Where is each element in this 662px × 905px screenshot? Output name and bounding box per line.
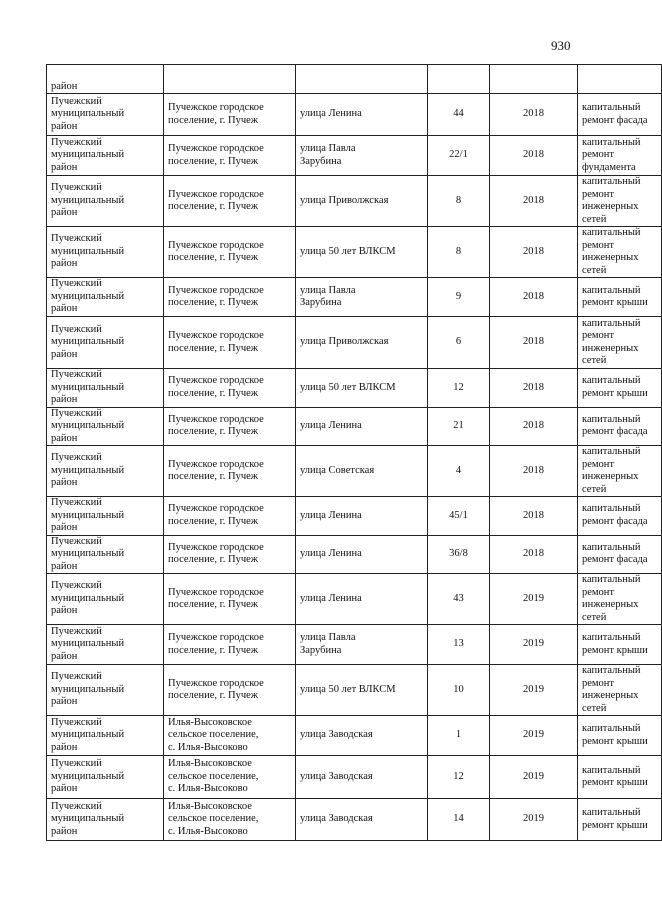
cell-work-type	[578, 136, 662, 176]
cell-house	[428, 65, 490, 94]
table-row	[47, 665, 662, 716]
cell-district	[47, 317, 164, 369]
cell-district	[47, 497, 164, 536]
cell-text: улица Заводская	[300, 770, 373, 782]
cell-year	[490, 756, 578, 799]
cell-text: капитальный ремонт крыши	[582, 284, 648, 308]
cell-settlement	[164, 369, 296, 408]
cell-text: Пучежский муниципальный район	[51, 95, 125, 132]
cell-text: 14	[453, 813, 464, 825]
cell-text: Илья-Высоковское сельское поселение, с. Илья-Высоково	[168, 800, 259, 837]
cell-work-type	[578, 65, 662, 94]
cell-street	[296, 665, 428, 716]
cell-text: Илья-Высоковское сельское поселение, с. Илья-Высоково	[168, 716, 259, 753]
cell-work-type	[578, 497, 662, 536]
cell-work-type	[578, 756, 662, 799]
cell-text: Илья-Высоковское сельское поселение, с. Илья-Высоково	[168, 758, 259, 795]
cell-year	[490, 665, 578, 716]
table-row	[47, 278, 662, 317]
cell-house	[428, 799, 490, 841]
cell-text: 2018	[523, 149, 544, 161]
cell-settlement	[164, 665, 296, 716]
cell-house	[428, 176, 490, 227]
cell-street	[296, 94, 428, 136]
cell-street	[296, 369, 428, 408]
cell-settlement	[164, 497, 296, 536]
cell-text: 2018	[523, 194, 544, 206]
cell-work-type	[578, 407, 662, 446]
cell-text: Пучежский муниципальный район	[51, 452, 125, 489]
cell-text: 44	[453, 108, 464, 120]
cell-text: 43	[453, 592, 464, 604]
cell-street	[296, 716, 428, 756]
cell-text: капитальный ремонт фасада	[582, 541, 648, 566]
cell-text: Пучежское городское поселение, г. Пучеж	[168, 239, 264, 263]
cell-district	[47, 369, 164, 408]
cell-text: Пучежский муниципальный район	[51, 369, 125, 405]
cell-district	[47, 535, 164, 574]
cell-settlement	[164, 625, 296, 665]
cell-year	[490, 369, 578, 408]
cell-text: Пучежское городское поселение, г. Пучеж	[168, 143, 264, 167]
cell-text: Пучежское городское поселение, г. Пучеж	[168, 677, 264, 701]
cell-year	[490, 65, 578, 94]
cell-text: Пучежское городское поселение, г. Пучеж	[168, 632, 264, 656]
cell-text: капитальный ремонт крыши	[582, 632, 648, 656]
cell-text: 2018	[523, 336, 544, 348]
cell-street	[296, 799, 428, 841]
cell-settlement	[164, 799, 296, 841]
cell-work-type	[578, 625, 662, 665]
cell-text: улица Ленина	[300, 509, 362, 521]
cell-text: 4	[455, 464, 462, 476]
cell-work-type	[578, 278, 662, 317]
cell-year	[490, 535, 578, 574]
cell-text: Пучежское городское поселение, г. Пучеж	[168, 541, 264, 566]
cell-district	[47, 665, 164, 716]
cell-text: 9	[455, 290, 462, 302]
cell-house	[428, 756, 490, 799]
cell-text: капитальный ремонт инженерных сетей	[582, 446, 641, 495]
cell-text: 2018	[523, 381, 544, 393]
cell-district	[47, 799, 164, 841]
table-row	[47, 369, 662, 408]
cell-district	[47, 65, 164, 94]
cell-work-type	[578, 574, 662, 625]
cell-district	[47, 278, 164, 317]
cell-text: улица Приволжская	[300, 336, 389, 348]
cell-year	[490, 574, 578, 625]
cell-text: улица Ленина	[300, 592, 362, 604]
cell-street	[296, 136, 428, 176]
cell-street	[296, 65, 428, 94]
cell-text: 2018	[523, 245, 544, 257]
cell-text: Пучежский муниципальный район	[51, 182, 125, 219]
cell-text: улица Ленина	[300, 548, 362, 559]
table-row	[47, 716, 662, 756]
cell-text: капитальный ремонт фасада	[582, 102, 648, 126]
cell-text: улица Павла Зарубина	[300, 284, 356, 308]
cell-text: улица 50 лет ВЛКСМ	[300, 683, 396, 695]
cell-text: капитальный ремонт фасада	[582, 413, 648, 438]
cell-district	[47, 756, 164, 799]
table-body	[47, 65, 662, 841]
cell-text: 36/8	[449, 548, 468, 559]
cell-text: Пучежский муниципальный район	[51, 497, 125, 533]
cell-text: 2018	[523, 548, 544, 559]
cell-district	[47, 136, 164, 176]
cell-text: Пучежский муниципальный район	[51, 233, 125, 270]
cell-house	[428, 407, 490, 446]
cell-text: 2019	[523, 729, 544, 741]
cell-street	[296, 497, 428, 536]
cell-settlement	[164, 65, 296, 94]
cell-text: Пучежское городское поселение, г. Пучеж	[168, 586, 264, 610]
cell-text: Пучежский муниципальный район	[51, 800, 125, 837]
cell-settlement	[164, 317, 296, 369]
cell-text: Пучежский муниципальный район	[51, 758, 125, 795]
cell-text: улица Ленина	[300, 420, 362, 431]
cell-text: капитальный ремонт инженерных сетей	[582, 317, 641, 366]
cell-street	[296, 625, 428, 665]
cell-text: Пучежский муниципальный район	[51, 407, 125, 444]
cell-text: 8	[455, 194, 462, 206]
table-row	[47, 497, 662, 536]
table-row	[47, 176, 662, 227]
cell-year	[490, 227, 578, 278]
cell-street	[296, 278, 428, 317]
cell-text: капитальный ремонт фундамента	[582, 136, 641, 173]
cell-text: 2019	[523, 683, 544, 695]
cell-text: район	[51, 80, 78, 92]
cell-settlement	[164, 227, 296, 278]
cell-text: Пучежский муниципальный район	[51, 716, 125, 753]
cell-text: Пучежское городское поселение, г. Пучеж	[168, 284, 264, 308]
cell-work-type	[578, 446, 662, 497]
cell-settlement	[164, 716, 296, 756]
cell-district	[47, 94, 164, 136]
cell-text: 12	[453, 381, 464, 393]
cell-text: капитальный ремонт крыши	[582, 723, 648, 747]
cell-settlement	[164, 535, 296, 574]
cell-house	[428, 278, 490, 317]
cell-house	[428, 716, 490, 756]
cell-text: Пучежское городское поселение, г. Пучеж	[168, 413, 264, 438]
cell-text: 6	[455, 336, 462, 348]
cell-text: Пучежский муниципальный район	[51, 580, 125, 617]
cell-house	[428, 369, 490, 408]
cell-text: улица 50 лет ВЛКСМ	[300, 381, 396, 393]
page-number: 930	[551, 38, 571, 53]
cell-district	[47, 227, 164, 278]
cell-text: Пучежский муниципальный район	[51, 625, 125, 662]
cell-text: 8	[455, 245, 462, 257]
cell-settlement	[164, 407, 296, 446]
cell-settlement	[164, 136, 296, 176]
table-row	[47, 227, 662, 278]
cell-text: 22/1	[449, 149, 468, 161]
cell-work-type	[578, 535, 662, 574]
cell-work-type	[578, 176, 662, 227]
cell-text: улица Приволжская	[300, 194, 389, 206]
table-row	[47, 407, 662, 446]
cell-text: 12	[453, 770, 464, 782]
cell-text: капитальный ремонт крыши	[582, 375, 648, 399]
cell-year	[490, 446, 578, 497]
cell-text: 21	[453, 420, 464, 431]
cell-text: 2019	[523, 592, 544, 604]
cell-text: 2018	[523, 108, 544, 120]
table-row	[47, 535, 662, 574]
cell-year	[490, 625, 578, 665]
cell-text: 45/1	[449, 509, 468, 521]
table-row	[47, 625, 662, 665]
cell-year	[490, 497, 578, 536]
cell-settlement	[164, 176, 296, 227]
cell-street	[296, 317, 428, 369]
cell-work-type	[578, 369, 662, 408]
cell-house	[428, 94, 490, 136]
table-row	[47, 799, 662, 841]
cell-year	[490, 94, 578, 136]
cell-text: Пучежское городское поселение, г. Пучеж	[168, 330, 264, 354]
cell-work-type	[578, 716, 662, 756]
cell-street	[296, 407, 428, 446]
cell-text: капитальный ремонт инженерных сетей	[582, 227, 641, 276]
cell-year	[490, 317, 578, 369]
cell-text: 2019	[523, 770, 544, 782]
cell-text: 1	[455, 729, 462, 741]
table-row	[47, 136, 662, 176]
cell-text: капитальный ремонт фасада	[582, 503, 648, 527]
table-row	[47, 756, 662, 799]
cell-text: 2019	[523, 638, 544, 650]
cell-year	[490, 799, 578, 841]
cell-text: капитальный ремонт инженерных сетей	[582, 176, 641, 225]
cell-text: Пучежское городское поселение, г. Пучеж	[168, 375, 264, 399]
cell-street	[296, 756, 428, 799]
cell-year	[490, 716, 578, 756]
cell-text: 2019	[523, 813, 544, 825]
cell-house	[428, 497, 490, 536]
cell-text: капитальный ремонт крыши	[582, 807, 648, 831]
cell-house	[428, 574, 490, 625]
cell-settlement	[164, 278, 296, 317]
cell-text: Пучежский муниципальный район	[51, 136, 125, 173]
cell-text: Пучежское городское поселение, г. Пучеж	[168, 458, 264, 482]
cell-district	[47, 716, 164, 756]
cell-settlement	[164, 446, 296, 497]
cell-work-type	[578, 227, 662, 278]
cell-text: капитальный ремонт инженерных сетей	[582, 574, 641, 623]
cell-text: улица 50 лет ВЛКСМ	[300, 245, 396, 257]
cell-street	[296, 176, 428, 227]
cell-district	[47, 176, 164, 227]
cell-work-type	[578, 94, 662, 136]
cell-house	[428, 227, 490, 278]
cell-year	[490, 176, 578, 227]
cell-settlement	[164, 94, 296, 136]
cell-text: 2018	[523, 290, 544, 302]
cell-text: улица Ленина	[300, 108, 362, 120]
cell-district	[47, 407, 164, 446]
cell-text: улица Советская	[300, 464, 375, 476]
cell-house	[428, 446, 490, 497]
table-row	[47, 94, 662, 136]
cell-settlement	[164, 756, 296, 799]
cell-text: Пучежский муниципальный район	[51, 671, 125, 708]
cell-work-type	[578, 665, 662, 716]
cell-text: капитальный ремонт инженерных сетей	[582, 665, 641, 714]
cell-text: 13	[453, 638, 464, 650]
cell-work-type	[578, 317, 662, 369]
cell-street	[296, 227, 428, 278]
cell-year	[490, 136, 578, 176]
cell-street	[296, 535, 428, 574]
cell-year	[490, 278, 578, 317]
cell-text: 10	[453, 683, 464, 695]
cell-house	[428, 665, 490, 716]
cell-text: Пучежское городское поселение, г. Пучеж	[168, 503, 264, 527]
cell-text: Пучежский муниципальный район	[51, 278, 125, 315]
cell-text: улица Павла Зарубина	[300, 143, 356, 167]
table-row	[47, 317, 662, 369]
cell-text: 2018	[523, 420, 544, 431]
cell-street	[296, 446, 428, 497]
cell-text: улица Заводская	[300, 729, 373, 741]
cell-text: капитальный ремонт крыши	[582, 764, 648, 788]
cell-district	[47, 625, 164, 665]
cell-text: Пучежский муниципальный район	[51, 535, 125, 572]
table-row	[47, 446, 662, 497]
cell-year	[490, 407, 578, 446]
cell-house	[428, 136, 490, 176]
table-row-continuation	[47, 65, 662, 94]
cell-house	[428, 625, 490, 665]
cell-text: Пучежский муниципальный район	[51, 323, 125, 360]
cell-text: улица Заводская	[300, 813, 373, 825]
cell-text: улица Павла Зарубина	[300, 632, 356, 656]
cell-text: Пучежское городское поселение, г. Пучеж	[168, 102, 264, 126]
cell-district	[47, 574, 164, 625]
cell-text: 2018	[523, 509, 544, 521]
cell-text: 2018	[523, 464, 544, 476]
table-row	[47, 574, 662, 625]
cell-settlement	[164, 574, 296, 625]
cell-district	[47, 446, 164, 497]
cell-house	[428, 317, 490, 369]
cell-house	[428, 535, 490, 574]
cell-text: Пучежское городское поселение, г. Пучеж	[168, 188, 264, 212]
repair-schedule-table	[46, 64, 662, 841]
cell-work-type	[578, 799, 662, 841]
cell-street	[296, 574, 428, 625]
